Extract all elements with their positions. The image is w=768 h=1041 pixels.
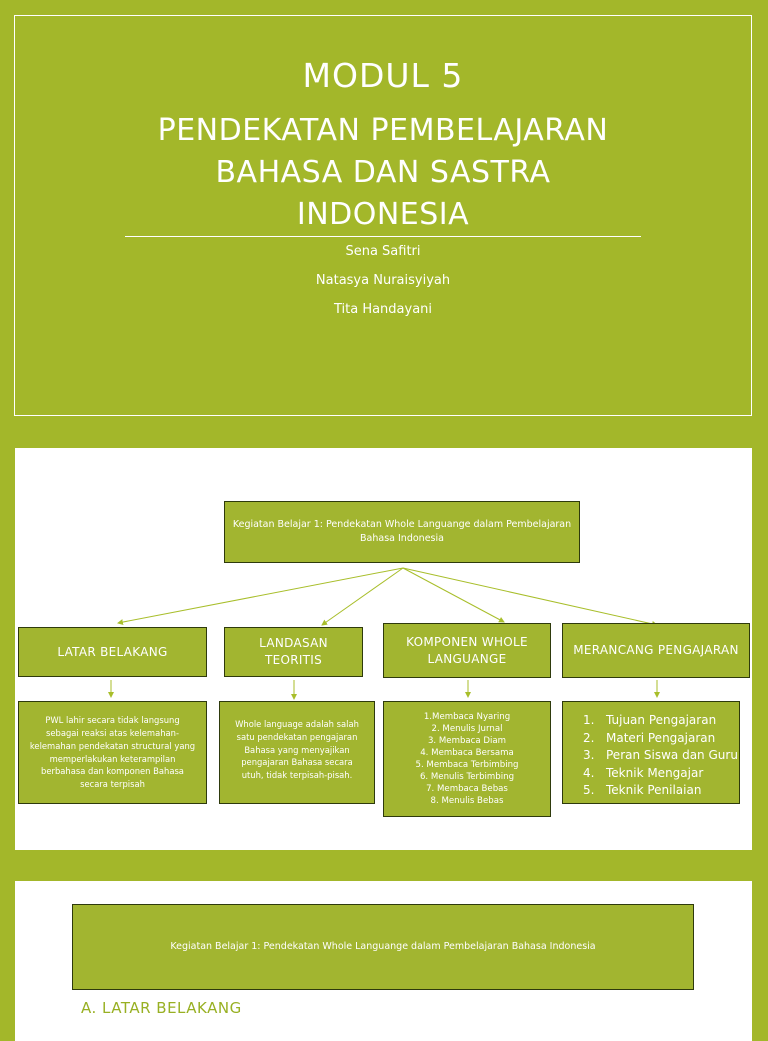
diagram-slide — [15, 448, 752, 850]
content-slide — [15, 881, 752, 1041]
komponen-item: 3. Membaca Diam — [427, 736, 507, 746]
module-title: MODUL 5 — [302, 56, 464, 95]
title-divider — [125, 236, 641, 237]
merancang-item: 5. Teknik Penilaian — [583, 783, 702, 798]
komponen-item: 5. Membaca Terbimbing — [415, 760, 519, 770]
komponen-item: 1.Membaca Nyaring — [423, 712, 511, 722]
author-name: Sena Safitri — [345, 244, 421, 259]
subtitle-line: INDONESIA — [296, 197, 470, 232]
komponen-item: 4. Membaca Bersama — [420, 748, 514, 758]
author-name: Natasya Nuraisyiyah — [315, 273, 451, 288]
section-title: A. LATAR BELAKANG — [81, 999, 242, 1017]
latar-belakang-content: PWL lahir secara tidak langsung sebagai reaksi atas kelemahan-kelemahan pendekatan structural yang memperlakukan keterampilan berbahasa dan komponen Bahasa secara terpisah — [18, 701, 207, 804]
header-komponen: KOMPONEN WHOLE LANGUANGE — [383, 623, 551, 678]
title-slide — [14, 15, 752, 416]
merancang-list — [562, 701, 740, 804]
diagram-root-box: Kegiatan Belajar 1: Pendekatan Whole Languange dalam Pembelajaran Bahasa Indonesia — [224, 501, 580, 563]
merancang-item: 1. Tujuan Pengajaran — [583, 713, 717, 727]
header-latar-belakang: LATAR BELAKANG — [18, 627, 207, 677]
author-name: Tita Handayani — [333, 302, 433, 317]
merancang-item: 4. Teknik Mengajar — [583, 765, 704, 780]
komponen-item: 8. Menulis Bebas — [430, 796, 504, 806]
komponen-item: 6. Menulis Terbimbing — [419, 772, 515, 782]
module-subtitle — [55, 110, 711, 236]
subtitle-line: PENDEKATAN PEMBELAJARAN — [157, 113, 609, 148]
komponen-list — [383, 701, 551, 817]
subtitle-line: BAHASA DAN SASTRA — [215, 155, 551, 190]
merancang-item: 2. Materi Pengajaran — [583, 730, 716, 745]
merancang-item: 3. Peran Siswa dan Guru — [583, 748, 738, 763]
komponen-item: 7. Membaca Bebas — [426, 784, 508, 794]
header-landasan-teoritis: LANDASAN TEORITIS — [224, 627, 363, 677]
komponen-item: 2. Menulis Jurnal — [431, 724, 503, 734]
slide3-header-box: Kegiatan Belajar 1: Pendekatan Whole Languange dalam Pembelajaran Bahasa Indonesia — [72, 904, 694, 990]
header-merancang: MERANCANG PENGAJARAN — [562, 623, 750, 678]
landasan-teoritis-content: Whole language adalah salah satu pendekatan pengajaran Bahasa yang menyajikan pengajaran Bahasa secara utuh, tidak terpisah-pisah. — [219, 701, 375, 804]
